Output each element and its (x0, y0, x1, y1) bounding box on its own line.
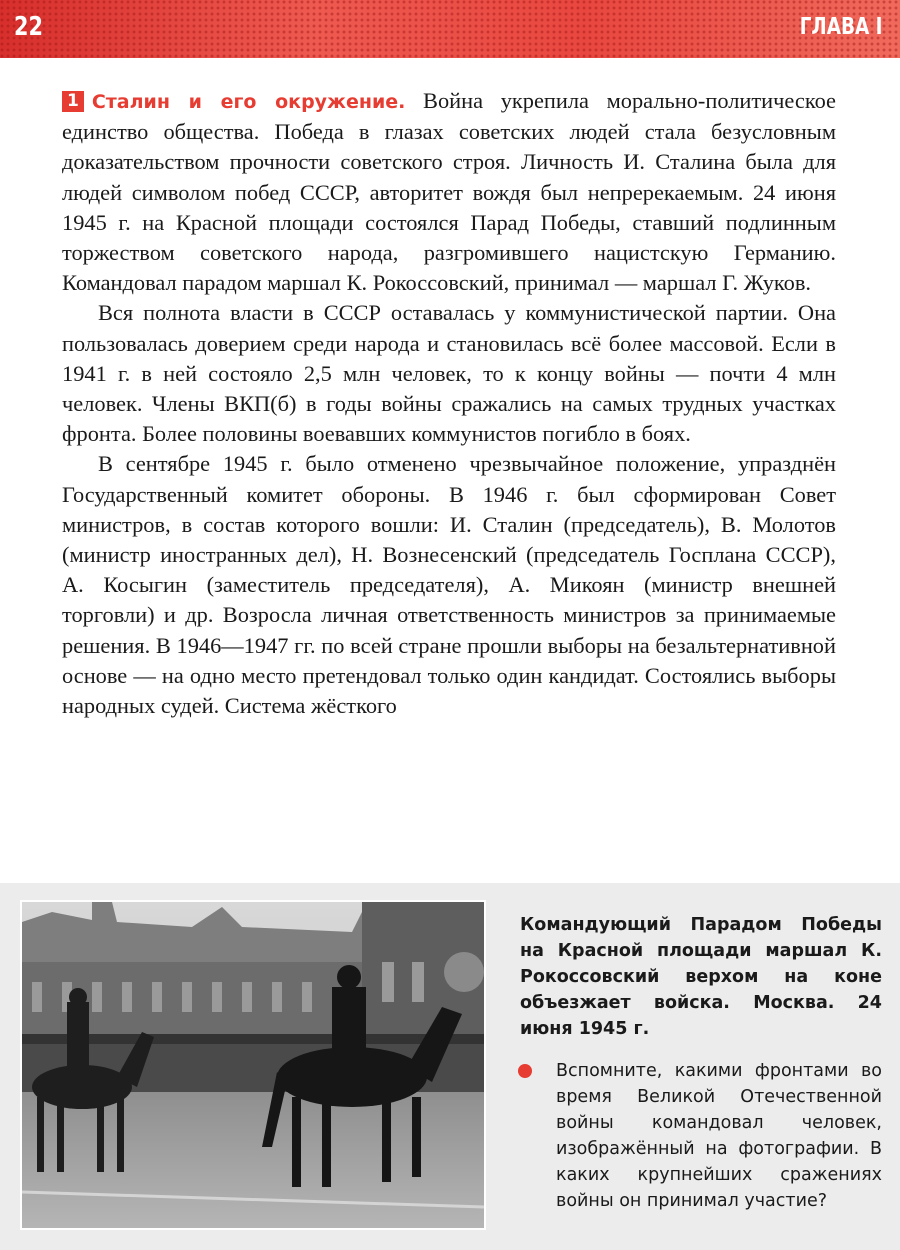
page-number: 22 (14, 12, 43, 42)
body-text (62, 86, 836, 721)
chapter-label: ГЛАВА I (799, 14, 882, 40)
paragraph-1-text: Война укрепила морально-политическое единство общества. Победа в глазах советских людей стала безусловным доказательством прочности советского строя. Личность И. Сталина была для людей символом побед СССР, авторитет вождя был непререкаемым. 24 июня 1945 г. на Красной площади состоялся Парад Победы, ставший подлинным торжеством советского народа, разгромившего нацистскую Германию. Командовал парадом маршал К. Рокоссовский, принимал — маршал Г. Жуков. (62, 88, 836, 296)
section-title: Сталин и его окружение. (91, 91, 406, 113)
question-bullet-icon (518, 1064, 532, 1078)
page-header (0, 0, 900, 58)
parade-photo (20, 900, 486, 1230)
paragraph-1 (62, 86, 836, 298)
photo-caption: Командующий Парадом Победы на Красной площади маршал К. Рокоссовский верхом на коне объезжает войска. Москва. 24 июня 1945 г. (520, 915, 882, 1039)
paragraph-2: Вся полнота власти в СССР оставалась у коммунистической партии. Она пользовалась доверием среди народа и становилась всё более массовой. Если в 1941 г. в ней состояло 2,5 млн человек, то к концу войны — почти 4 млн человек. Члены ВКП(б) в годы войны сражались на самых трудных участках фронта. Более половины воевавших коммунистов погибло в боях. (62, 300, 836, 447)
photo-question: Вспомните, какими фронтами во время Великой Отечественной войны командовал человек, изображённый на фотографии. В каких крупнейших сражениях войны он принимал участие? (556, 1061, 882, 1211)
section-number-badge: 1 (62, 91, 84, 112)
paragraph-3: В сентябре 1945 г. было отменено чрезвычайное положение, упразднён Государственный комитет обороны. В 1946 г. был сформирован Совет министров, в состав которого вошли: И. Сталин (председатель), В. Молотов (министр иностранных дел), Н. Вознесенский (председатель Госплана СССР), А. Косыгин (заместитель председателя), А. Микоян (министр внешней торговли) и др. Возросла личная ответственность министров за принимаемые решения. В 1946—1947 гг. по всей стране прошли выборы на безальтернативной основе — на одно место претендовал только один кандидат. Состоялись выборы народных судей. Система жёсткого (62, 451, 836, 719)
